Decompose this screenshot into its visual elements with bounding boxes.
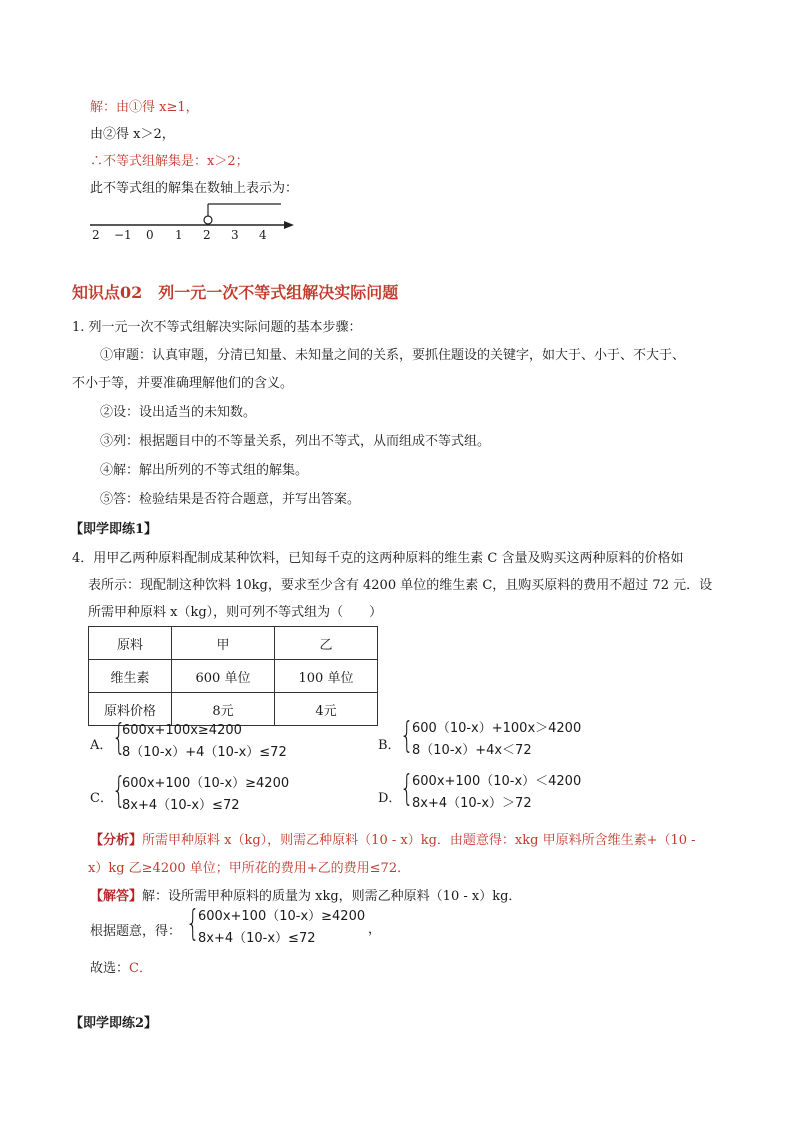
solution-line-3: ∴不等式组解集是：x＞2； <box>90 154 249 169</box>
section-title: 知识点02 列一元一次不等式组解决实际问题 <box>72 283 399 302</box>
final-choice <box>90 957 152 976</box>
answer-post: ， <box>368 922 382 937</box>
solution-line-4: 此不等式组的解集在数轴上表示为： <box>90 181 299 196</box>
answer-line-1 <box>90 885 521 904</box>
number-line-label: 2 <box>92 228 100 242</box>
number-line-label: 2 <box>203 228 211 242</box>
number-line-label: 0 <box>146 228 154 242</box>
answer-pre: 根据题意，得： <box>90 924 182 939</box>
step-1-line-b: 不小于等，并要准确理解他们的含义。 <box>72 376 294 391</box>
inequality: 8（10-x）+4x＜72 <box>412 743 532 758</box>
choice-value: C． <box>129 961 152 976</box>
left-brace-icon: { <box>112 770 126 811</box>
materials-table <box>88 626 378 726</box>
table-header-cell: 原料 <box>89 627 172 660</box>
inequality: 600x+100x≥4200 <box>122 723 242 738</box>
table-row <box>89 660 378 693</box>
table-cell: 原料价格 <box>89 693 172 726</box>
inequality: 8x+4（10-x）≤72 <box>122 798 240 813</box>
table-row <box>89 627 378 660</box>
table-cell: 100 单位 <box>275 660 378 693</box>
solution-line-2: 由②得 x＞2， <box>90 127 175 142</box>
step-5: ⑤答：检验结果是否符合题意，并写出答案。 <box>100 492 361 507</box>
inequality: 600（10-x）+100x＞4200 <box>412 721 582 736</box>
step-3: ③列：根据题目中的不等量关系，列出不等式，从而组成不等式组。 <box>100 434 491 449</box>
analysis-line-1 <box>90 829 696 848</box>
table-cell: 4元 <box>275 693 378 726</box>
option-d-label: D． <box>378 791 402 806</box>
option-d-system <box>412 771 581 815</box>
inequality: 600x+100（10-x）≥4200 <box>122 776 290 791</box>
table-cell: 8元 <box>172 693 275 726</box>
question-line-3: 所需甲种原料 x（kg），则可列不等式组为（ ） <box>88 605 383 620</box>
answer-tag: 【解答】 <box>90 889 143 904</box>
steps-intro: 1. 列一元一次不等式组解决实际问题的基本步骤： <box>72 320 362 335</box>
choice-pre: 故选： <box>90 961 130 976</box>
left-brace-icon: { <box>112 717 126 758</box>
practice-1-label: 【即学即练1】 <box>70 522 158 537</box>
question-line-2: 表所示：现配制这种饮料 10kg，要求至少含有 4200 单位的维生素 C，且购买原料的费用不超过 72 元．设 <box>88 578 713 593</box>
left-brace-icon: { <box>400 768 414 809</box>
option-a-label: A． <box>90 738 113 753</box>
table-header-cell: 甲 <box>172 627 275 660</box>
inequality: 600x+100（10-x）≥4200 <box>198 909 366 924</box>
table-header-cell: 乙 <box>275 627 378 660</box>
question-line-1: 4．用甲乙两种原料配制成某种饮料，已知每千克的这两种原料的维生素 C 含量及购买这两种原料的价格如 <box>72 551 684 566</box>
step-4: ④解：解出所列的不等式组的解集。 <box>100 463 309 478</box>
analysis-text: 所需甲种原料 x（kg），则需乙种原料（10 - x）kg．由题意得：xkg 甲原料所含维生素+（10 - <box>142 833 696 848</box>
number-line-label: −1 <box>114 228 132 242</box>
number-line-label: 4 <box>259 228 267 242</box>
option-b-system <box>412 718 581 762</box>
left-brace-icon: { <box>186 903 200 944</box>
inequality: 8（10-x）+4（10-x）≤72 <box>122 745 287 760</box>
option-c-label: C． <box>90 791 113 806</box>
step-2: ②设：设出适当的未知数。 <box>100 405 257 420</box>
table-cell: 600 单位 <box>172 660 275 693</box>
answer-text: 解：设所需甲种原料的质量为 xkg，则需乙种原料（10 - x）kg． <box>142 889 522 904</box>
analysis-tag: 【分析】 <box>90 833 143 848</box>
number-line-label: 1 <box>175 228 183 242</box>
inequality: 8x+4（10-x）＞72 <box>412 796 532 811</box>
answer-system <box>198 906 365 950</box>
inequality: 8x+4（10-x）≤72 <box>198 931 316 946</box>
table-cell: 维生素 <box>89 660 172 693</box>
step-1-line-a: ①审题：认真审题，分清已知量、未知量之间的关系，要抓住题设的关键字，如大于、小于、不大于、 <box>100 348 686 363</box>
option-a-system <box>122 720 287 764</box>
option-c-system <box>122 773 289 817</box>
option-b-label: B． <box>378 738 401 753</box>
solution-line-1: 解：由①得 x≥1， <box>90 100 199 115</box>
practice-2-label: 【即学即练2】 <box>70 1016 158 1031</box>
number-line-label: 3 <box>231 228 239 242</box>
inequality: 600x+100（10-x）＜4200 <box>412 774 582 789</box>
analysis-line-2: x）kg 乙≥4200 单位；甲所花的费用+乙的费用≤72． <box>88 861 411 876</box>
left-brace-icon: { <box>400 715 414 756</box>
